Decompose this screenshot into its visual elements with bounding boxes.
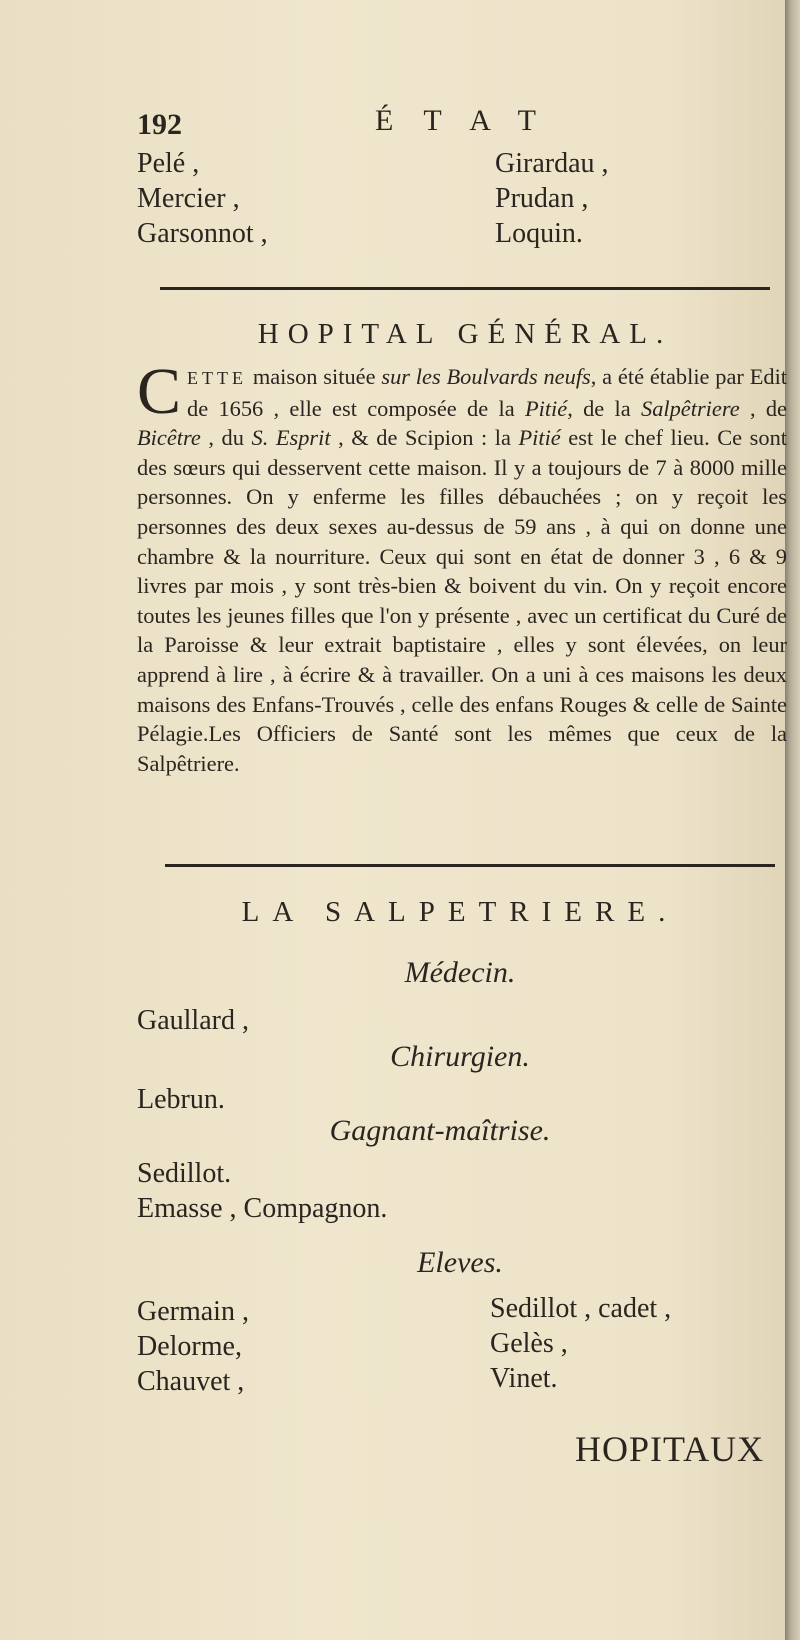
top-name-right-1: Girardau , <box>495 148 609 179</box>
body-seg-10: S. Esprit <box>251 425 331 451</box>
eleves-title: Eleves. <box>417 1246 503 1279</box>
eleve-left-2: Delorme, <box>137 1331 242 1362</box>
body-seg-3: , a été établie par Edit de 1656 , elle est composée de la <box>187 364 788 421</box>
medecin-name: Gaullard , <box>137 1005 249 1036</box>
body-seg-7: , de <box>739 395 787 421</box>
page-edge-shadow <box>785 0 800 1640</box>
section-divider-1 <box>160 287 770 290</box>
section-divider-2 <box>165 864 775 867</box>
body-seg-9: , du <box>200 425 252 451</box>
top-name-left-1: Pelé , <box>137 148 200 179</box>
top-name-left-3: Garsonnot , <box>137 218 268 249</box>
gagnant-title: Gagnant-maîtrise. <box>329 1114 551 1147</box>
page-number: 192 <box>137 108 182 141</box>
chirurgien-title: Chirurgien. <box>390 1040 530 1073</box>
running-title: ÉTAT <box>375 104 566 137</box>
eleve-left-3: Chauvet , <box>137 1366 245 1397</box>
top-name-right-2: Prudan , <box>495 183 589 214</box>
medecin-title: Médecin. <box>404 956 516 989</box>
body-seg-13: est le chef lieu. Ce sont des sœurs qui desservent cette maison. Il y a toujours de 7 à 8000 mille personnes. On y enferme les filles débauchées ; on y reçoit les personnes des deux sexes au-dessus de 59 ans , à qui on donne une chambre & la nourriture. Ceux qui sont en état de donner 3 , 6 & 9 livres par mois , y sont très-bien & boivent du vin. On y reçoit encore toutes les jeunes filles que l'on y présente , avec un certificat du Curé de la Paroisse & leur extrait baptistaire , elles y sont élevées, on leur apprend à lire , à écrire & à travailler. On a uni à ces maisons les deux maisons des Enfans-Trouvés , celle des enfans Rouges & celle de Sainte Pélagie.Les Officiers de Santé sont les mêmes que ceux de la Salpêtriere. <box>137 425 788 776</box>
salpetriere-heading: LA SALPETRIERE. <box>241 896 679 928</box>
eleve-right-1: Sedillot , cadet , <box>490 1293 672 1324</box>
body-seg-4: Pitié <box>524 395 568 421</box>
hopital-heading: HOPITAL GÉNÉRAL. <box>257 318 673 350</box>
body-seg-11: , & de Scipion : la <box>330 425 519 451</box>
eleve-left-1: Germain , <box>137 1296 249 1327</box>
hopital-paragraph <box>137 355 788 778</box>
catchword: HOPITAUX <box>575 1429 765 1469</box>
eleve-right-2: Gelès , <box>490 1328 568 1359</box>
body-seg-1: maison située <box>247 364 382 389</box>
body-seg-5: , de la <box>567 395 641 421</box>
body-seg-12: Pitié <box>518 425 561 451</box>
body-seg-2: sur les Boulvards neufs <box>381 364 591 389</box>
body-seg-6: Salpêtriere <box>641 395 740 421</box>
eleve-right-3: Vinet. <box>490 1363 558 1394</box>
body-seg-8: Bicêtre <box>137 425 201 451</box>
first-word-rest: ETTE <box>187 368 248 388</box>
top-name-left-2: Mercier , <box>137 183 240 214</box>
drop-cap: C <box>137 355 182 428</box>
gagnant-name-1: Sedillot. <box>137 1158 232 1189</box>
chirurgien-name: Lebrun. <box>137 1084 225 1115</box>
top-name-right-3: Loquin. <box>495 218 583 249</box>
gagnant-name-2: Emasse , Compagnon. <box>137 1193 388 1224</box>
